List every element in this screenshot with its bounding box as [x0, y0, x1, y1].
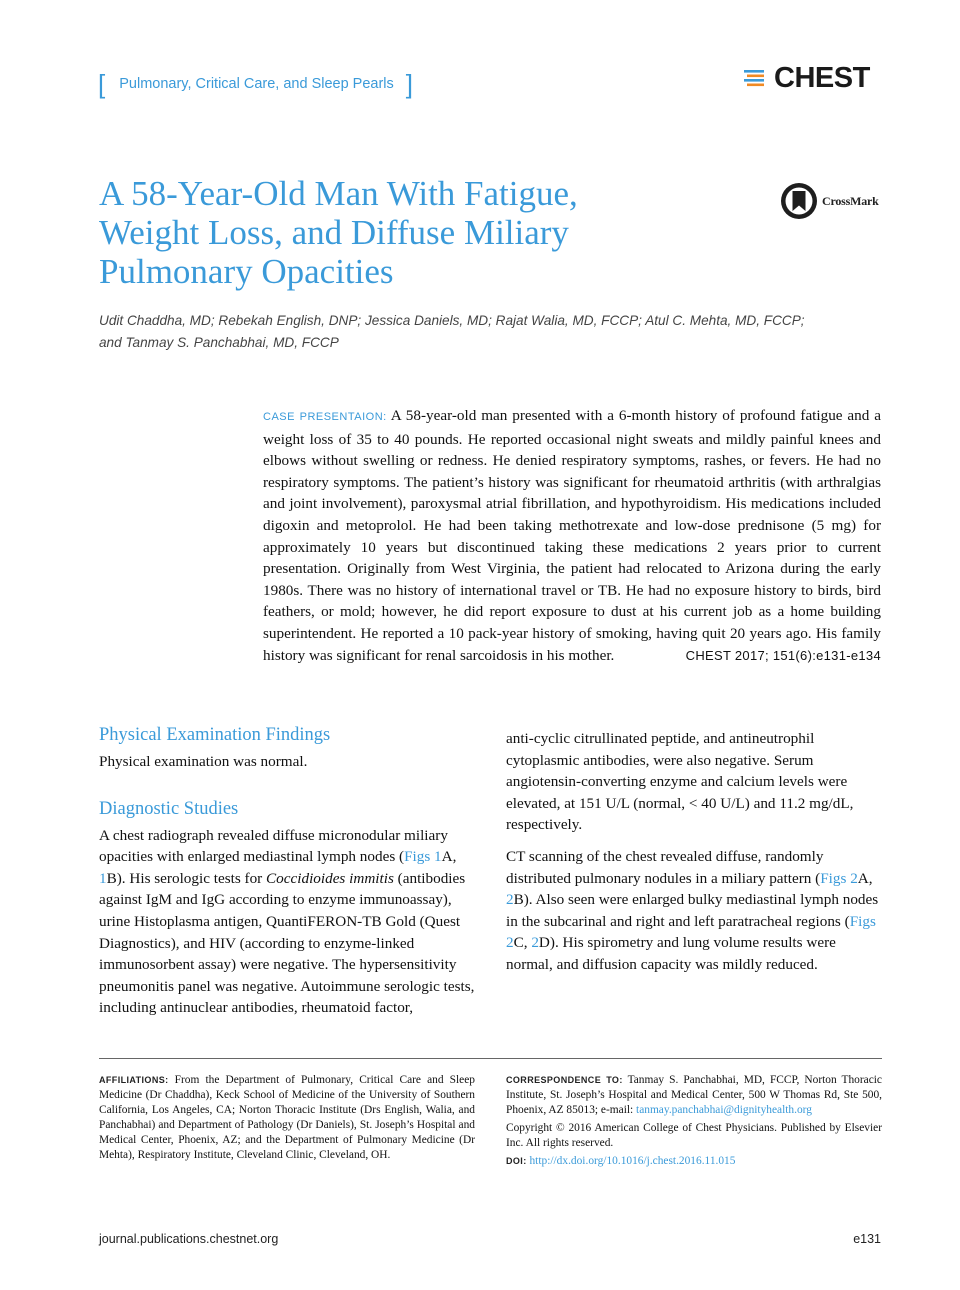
- copyright-text: Copyright © 2016 American College of Chest Physicians. Published by Elsevier Inc. All rights reserved.: [506, 1122, 882, 1150]
- email-link[interactable]: tanmay.panchabhai@dignityhealth.org: [636, 1104, 812, 1117]
- text-run: C,: [513, 934, 532, 952]
- correspondence-label: CORRESPONDENCE TO:: [506, 1075, 623, 1085]
- bracket-left: [: [98, 69, 106, 99]
- correspondence-text: Tanmay S. Panchabhai, MD, FCCP, Norton Thoracic Institute, St. Joseph’s Hospital and Medical Center, 500 W Thomas Rd, Ste 500, Phoenix, AZ 85013; e-mail:: [506, 1074, 882, 1117]
- crossmark-badge[interactable]: [780, 182, 879, 220]
- authors-line-1: Udit Chaddha, MD; Rebekah English, DNP; Jessica Daniels, MD; Rajat Walia, MD, FCCP; Atul C. Mehta, MD, FCCP;: [99, 313, 805, 328]
- diagnostic-paragraph-2: [506, 846, 884, 976]
- doi-link[interactable]: http://dx.doi.org/10.1016/j.chest.2016.11.015: [529, 1155, 736, 1168]
- text-run: (antibodies against IgM and IgG according to enzyme immunoassay), urine Histoplasma antigen, QuantiFERON-TB Gold (Quest Diagnostics), and HIV (according to enzyme-linked immunosorbent assay) were negative. The hypersensitivity pneumonitis panel was negative. Autoimmune serologic tests, including antinuclear antibodies, rheumatoid factor,: [99, 869, 475, 1017]
- text-run: CT scanning of the chest revealed diffuse, randomly distributed pulmonary nodules in a miliary pattern (: [506, 847, 824, 887]
- text-run: D). His spirometry and lung volume results were normal, and diffusion capacity was mildly reduced.: [506, 934, 836, 973]
- diagnostic-paragraph-1: [99, 825, 477, 1019]
- left-column: [99, 723, 477, 1019]
- affiliations-label: AFFILIATIONS:: [99, 1075, 169, 1085]
- case-label: CASE PRESENTAION:: [263, 411, 387, 423]
- journal-website[interactable]: journal.publications.chestnet.org: [99, 1232, 279, 1246]
- doi-label: DOI:: [506, 1156, 527, 1167]
- case-text: A 58-year-old man presented with a 6-month history of profound fatigue and a weight loss of 35 to 40 pounds. He reported occasional night sweats and mildly painful knees and elbows without swelling or redness. He denied respiratory symptoms, rashes, or fevers. He had no respiratory symptoms. The patient’s history was significant for rheumatoid arthritis (with arthralgias and joint involvement), paroxysmal atrial fibrillation, and hypothyroidism. His medications included digoxin and metoprolol. He had been taking methotrexate and low-dose prednisone (5 mg) for approximately 10 years but discontinued taking these medications 2 years prior to current presentation. Originally from West Virginia, the patient had relocated to Arizona during the early 1980s. There was no history of international travel or TB. He had no exposure history to birds, bird feathers, or mold; however, he did report exposure to dust at his current job as a home building superintendent. He reported a 10 pack-year history of smoking, having quit 20 years ago. His family history was significant for renal sarcoidosis in his mother.: [263, 407, 881, 664]
- right-column: [506, 728, 884, 976]
- text-run: B). His serologic tests for: [106, 869, 267, 887]
- figure-link-1a[interactable]: Figs 1: [404, 848, 442, 866]
- authors-line-2: and Tanmay S. Panchabhai, MD, FCCP: [99, 335, 339, 350]
- citation: CHEST 2017; 151(6):e131-e134: [685, 647, 881, 663]
- section-label: Pulmonary, Critical Care, and Sleep Pearls: [119, 76, 394, 92]
- chest-logo-text: CHEST: [774, 62, 870, 94]
- crossmark-icon: [780, 182, 818, 220]
- figure-link-2a[interactable]: Figs 2: [820, 869, 858, 887]
- text-run: A,: [857, 869, 873, 887]
- author-list: [99, 310, 879, 354]
- crossmark-label: CrossMark: [822, 193, 879, 208]
- page-number: e131: [853, 1232, 881, 1246]
- figure-link-1b[interactable]: 1: [99, 869, 107, 887]
- case-presentation: [263, 405, 881, 666]
- correspondence: [506, 1073, 882, 1173]
- article-title: A 58-Year-Old Man With Fatigue, Weight Loss, and Diffuse Miliary Pulmonary Opacities: [99, 174, 578, 291]
- physical-exam-text: Physical examination was normal.: [99, 753, 308, 770]
- chest-logo: [744, 62, 870, 95]
- species-name: Coccidioides immitis: [266, 869, 394, 887]
- affiliations-text: From the Department of Pulmonary, Critical Care and Sleep Medicine (Dr Chaddha), Keck School of Medicine of the University of Southern California, Los Angeles, CA; Norton Thoracic Institute (Drs English, Walia, and Panchabhai) and Department of Pathology (Dr Daniels), St. Joseph’s Hospital and Medical Center, Phoenix, AZ; and the Department of Pulmonary Medicine (Dr Mehta), Respiratory Institute, Cleveland Clinic, Cleveland, OH.: [99, 1074, 475, 1162]
- figure-link-2b[interactable]: 2: [506, 891, 514, 909]
- chest-logo-icon: [744, 67, 770, 91]
- heading-diagnostic-studies: Diagnostic Studies: [99, 798, 239, 819]
- section-tag: [98, 70, 413, 98]
- text-run: A,: [441, 848, 457, 866]
- affiliations: [99, 1073, 475, 1167]
- text-run: B). Also seen were enlarged bulky mediastinal lymph nodes in the subcarinal and right and left paratracheal regions (: [506, 891, 879, 930]
- bracket-right: ]: [405, 69, 414, 99]
- heading-physical-examination: Physical Examination Findings: [99, 725, 331, 745]
- text-run: A chest radiograph revealed diffuse micronodular miliary opacities with enlarged mediastinal lymph nodes (: [99, 826, 448, 866]
- footnote-divider: [99, 1058, 882, 1059]
- figure-link-2c[interactable]: Figs 2: [506, 912, 876, 952]
- diagnostic-paragraph-1-continued: anti-cyclic citrullinated peptide, and antineutrophil cytoplasmic antibodies, were also negative. Serum angiotensin-converting enzyme and calcium levels were elevated, at 151 U/L (normal, < 40 U/L) and 11.2 mg/dL, respectively.: [506, 730, 854, 834]
- figure-link-2d[interactable]: 2: [531, 934, 539, 952]
